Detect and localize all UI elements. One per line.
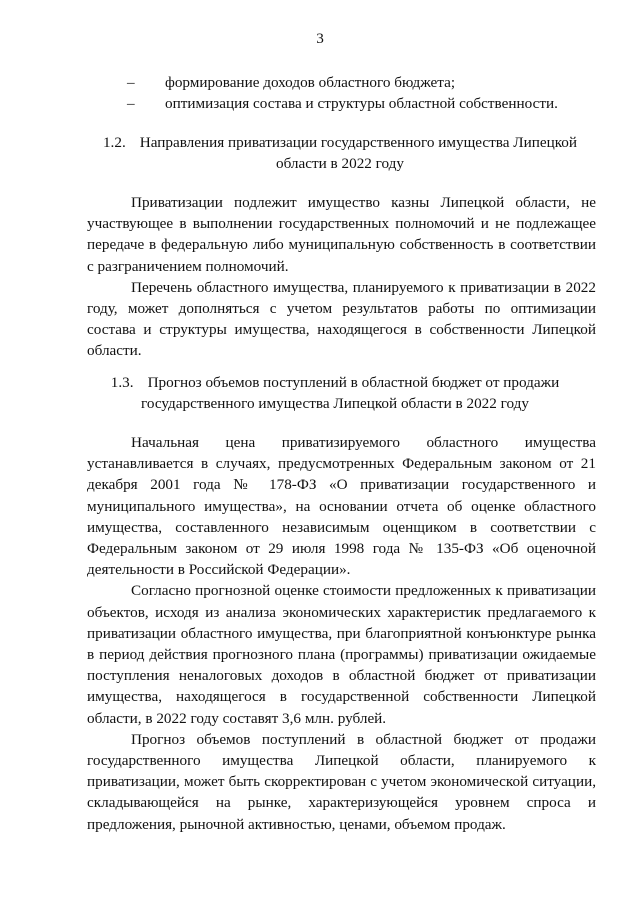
paragraph: Приватизации подлежит имущество казны Липецкой области, не участвующее в выполнении государственных полномочий и не подлежащее передаче в федеральную либо муниципальную собственность в соответствии с разграничением полномочий. [87,194,596,275]
section-title-line1: Прогноз объемов поступлений в областной бюджет от продажи [147,374,560,391]
section-1-2-heading [80,132,600,174]
section-title-line1: Направления приватизации государственного имущества Липецкой [139,134,578,151]
section-number: 1.3. [110,374,134,391]
paragraph: Согласно прогнозной оценке стоимости предложенных к приватизации объектов, исходя из анализа экономических характеристик предлагаемого к приватизации областного имущества, при благоприятной конъюнктуре рынка в период действия прогнозного плана (программы) приватизации ожидаемые поступления неналоговых доходов в областной бюджет от приватизации имущества, находящегося в государственной собственности Липецкой области, в 2022 году составят 3,6 млн. рублей. [87,582,596,727]
goals-list [127,72,587,114]
section-1-3-heading [80,372,590,414]
paragraph: Прогноз объемов поступлений в областной бюджет от продажи государственного имущества Липецкой области, планируемого к приватизации, может быть скорректирован с учетом экономической ситуации, складывающейся на рынке, характеризующейся уровнем спроса и предложения, рыночной активностью, ценами, объемом продаж. [87,730,596,833]
list-item-text: оптимизация состава и структуры областной собственности. [165,95,558,112]
section-number: 1.2. [102,134,126,151]
section-1-2-body [87,192,596,362]
list-dash: – [127,95,135,112]
paragraph: Перечень областного имущества, планируемого к приватизации в 2022 году, может дополняться с учетом результатов работы по оптимизации состава и структуры имущества, находящегося в собственности Липецкой области. [87,278,596,360]
section-1-3-body [87,432,596,835]
list-dash: – [127,74,135,91]
section-title-line2: области в 2022 году [275,155,405,172]
list-item [127,72,587,93]
list-item [127,93,587,114]
paragraph: Начальная цена приватизируемого областного имущества устанавливается в случаях, предусмотренных Федеральным законом от 21 декабря 2001 года № 178-ФЗ «О приватизации государственного и муниципального имущества», на основании отчета об оценке областного имущества, составленного независимым оценщиком в соответствии с Федеральным законом от 29 июля 1998 года № 135-ФЗ «Об оценочной деятельности в Российской Федерации». [87,434,596,579]
page-number: 3 [316,30,324,47]
section-title-line2: государственного имущества Липецкой области в 2022 году [141,395,529,412]
list-item-text: формирование доходов областного бюджета; [165,74,456,91]
